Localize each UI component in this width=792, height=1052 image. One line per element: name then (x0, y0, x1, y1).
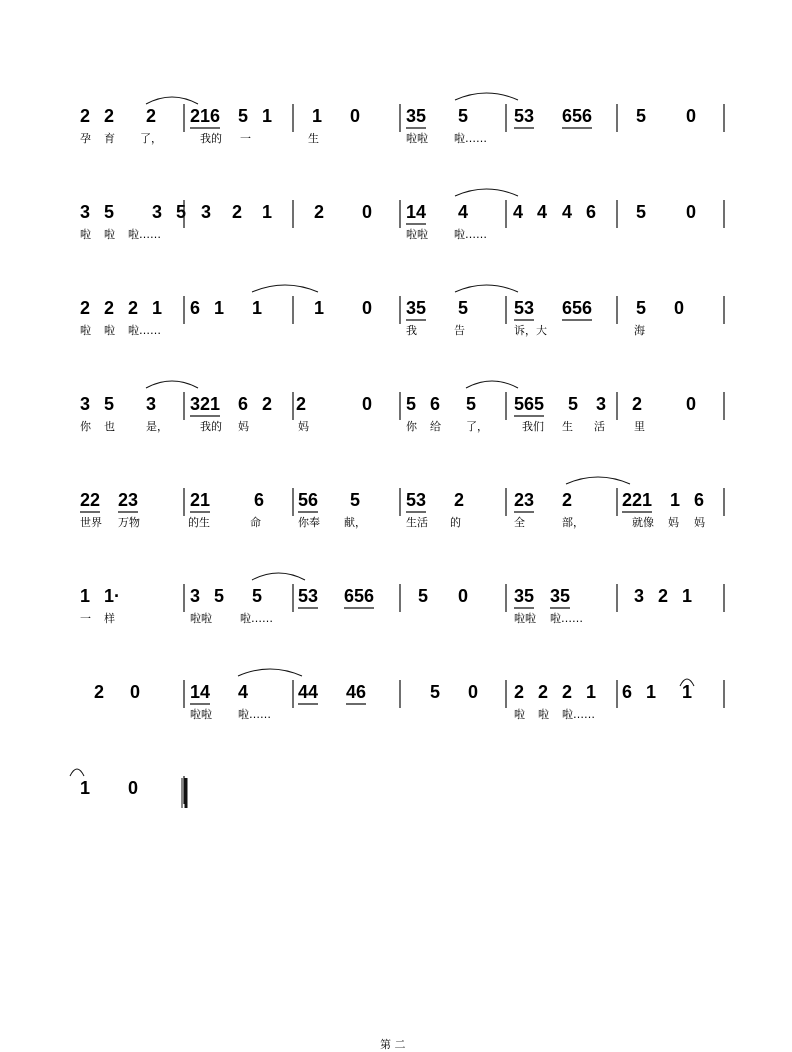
note: 6 (622, 682, 633, 702)
lyric: 世界 (80, 516, 102, 529)
note: 1 (214, 298, 225, 318)
note: 2 (80, 298, 91, 318)
note: 0 (130, 682, 141, 702)
lyric: 是， (146, 420, 168, 433)
note: 3 (146, 394, 157, 414)
note: 3 (152, 202, 163, 222)
lyric: 就像 (632, 516, 654, 529)
lyric: 妈 (298, 420, 309, 433)
note: 3 (80, 394, 91, 414)
lyric: 里 (634, 420, 645, 433)
lyric: 啦…… (454, 228, 487, 241)
note: 44 (298, 682, 319, 702)
lyric: 啦 (104, 324, 115, 337)
note: 1 (252, 298, 263, 318)
lyric: 你 (80, 420, 91, 433)
note: 2 (454, 490, 465, 510)
lyric: 啦啦 (406, 228, 428, 241)
note: 2 (514, 682, 525, 702)
lyric: 我的 (200, 420, 222, 433)
note: 5 (252, 586, 263, 606)
lyric: 啦啦 (406, 132, 428, 145)
note: 1 (586, 682, 597, 702)
note: 656 (562, 298, 593, 318)
note: 53 (514, 298, 535, 318)
note: 2 (538, 682, 549, 702)
lyric: 生活 (406, 516, 428, 529)
lyric: 育 (104, 132, 115, 145)
lyric: 啦…… (454, 132, 487, 145)
lyric: 献， (344, 516, 366, 529)
note: 22 (80, 490, 101, 510)
note: 5 (458, 106, 469, 126)
lyric: 的 (450, 516, 461, 529)
note: 5 (568, 394, 579, 414)
note: 1 (262, 202, 273, 222)
lyric: 啦啦 (190, 708, 212, 721)
note: 656 (344, 586, 375, 606)
lyric: 也 (104, 420, 115, 433)
lyric: 活 (594, 420, 605, 433)
note: 216 (190, 106, 221, 126)
note: 21 (190, 490, 211, 510)
note: 2 (80, 106, 91, 126)
note: 23 (118, 490, 139, 510)
slur (146, 381, 198, 388)
lyric: 的生 (188, 516, 210, 529)
note: 2 (314, 202, 325, 222)
note: 2 (562, 490, 573, 510)
note: 4 (238, 682, 249, 702)
note: 5 (636, 298, 647, 318)
note: 35 (406, 106, 427, 126)
lyric: 啦 (538, 708, 549, 721)
slur (146, 97, 198, 104)
lyric: 妈 (668, 516, 679, 529)
slur (566, 477, 630, 484)
note: 5 (458, 298, 469, 318)
note: 0 (362, 298, 373, 318)
note: 1 (314, 298, 325, 318)
note: 2 (562, 682, 573, 702)
note: 5 (406, 394, 417, 414)
note: 5 (350, 490, 361, 510)
note: 4 (513, 202, 524, 222)
note: 5 (176, 202, 187, 222)
note: 1 (670, 490, 681, 510)
note: 1 (646, 682, 657, 702)
note: 2 (104, 106, 115, 126)
note: 1 (80, 586, 91, 606)
note: 3 (596, 394, 607, 414)
note: 221 (622, 490, 653, 510)
note: 0 (686, 394, 697, 414)
lyric: 啦啦 (190, 612, 212, 625)
slur (70, 769, 84, 776)
lyric: 一 (240, 132, 251, 145)
lyric: 生 (308, 132, 319, 145)
note: 14 (190, 682, 211, 702)
note: 53 (406, 490, 427, 510)
note: 2 (632, 394, 643, 414)
lyric: 啦…… (562, 708, 595, 721)
note: 6 (238, 394, 249, 414)
note: 35 (406, 298, 427, 318)
note: 0 (674, 298, 685, 318)
lyric: 样 (104, 612, 115, 625)
lyric: 啦…… (128, 228, 161, 241)
note: 1 (262, 106, 273, 126)
lyric: 啦…… (238, 708, 271, 721)
note: 2 (658, 586, 669, 606)
slur (252, 573, 305, 580)
lyric: 了， (466, 420, 488, 433)
note: 1 (80, 778, 91, 798)
note: 2 (262, 394, 273, 414)
note: 656 (562, 106, 593, 126)
lyric: 诉，大 (514, 324, 547, 337)
note: 53 (298, 586, 319, 606)
note: 6 (254, 490, 265, 510)
lyric: 我 (406, 324, 417, 337)
note: 5 (104, 202, 115, 222)
note: 5 (214, 586, 225, 606)
lyric: 部， (562, 516, 584, 529)
slur (455, 93, 518, 100)
note: 0 (686, 106, 697, 126)
note: 0 (458, 586, 469, 606)
note: 1 (152, 298, 163, 318)
note: 6 (694, 490, 705, 510)
note: 53 (514, 106, 535, 126)
lyric: 啦 (514, 708, 525, 721)
note: 2 (296, 394, 307, 414)
note: 5 (636, 202, 647, 222)
note: 56 (298, 490, 319, 510)
note: 0 (362, 394, 373, 414)
note: 1 (682, 586, 693, 606)
note: 35 (550, 586, 571, 606)
lyric: 全 (514, 516, 525, 529)
note: 2 (104, 298, 115, 318)
lyric: 命 (250, 516, 261, 529)
lyric: 啦 (80, 324, 91, 337)
lyric: 啦 (104, 228, 115, 241)
lyric: 你 (406, 420, 417, 433)
note: 6 (190, 298, 201, 318)
note: 0 (468, 682, 479, 702)
slur (238, 669, 302, 676)
lyric: 我的 (200, 132, 222, 145)
page-footer: 第 二 (380, 1038, 406, 1051)
score-marks (70, 93, 724, 808)
note: 2 (232, 202, 243, 222)
note: 5 (636, 106, 647, 126)
note: 3 (634, 586, 645, 606)
lyric: 告 (454, 324, 465, 337)
note: 2 (146, 106, 157, 126)
lyric: 一 (80, 612, 91, 625)
note: 5 (104, 394, 115, 414)
note: 3 (201, 202, 212, 222)
note: 23 (514, 490, 535, 510)
slur (455, 189, 518, 196)
note: 1 (312, 106, 323, 126)
lyric: 你奉 (298, 516, 320, 529)
slur (252, 285, 318, 292)
note: 2 (128, 298, 139, 318)
lyric: 生 (562, 420, 573, 433)
lyric: 给 (430, 420, 441, 433)
note: 5 (238, 106, 249, 126)
note: 4 (458, 202, 469, 222)
note: 0 (128, 778, 139, 798)
slur (466, 381, 518, 388)
lyric: 了， (140, 132, 162, 145)
note: 6 (586, 202, 597, 222)
note: 1 (682, 682, 693, 702)
note: 14 (406, 202, 427, 222)
lyric: 啦…… (240, 612, 273, 625)
note: 2 (94, 682, 105, 702)
note: 0 (362, 202, 373, 222)
note: 5 (466, 394, 477, 414)
note: 1· (104, 586, 121, 606)
lyric: 啦啦 (514, 612, 536, 625)
lyric: 啦…… (550, 612, 583, 625)
note: 4 (562, 202, 573, 222)
note: 5 (418, 586, 429, 606)
lyric: 妈 (694, 516, 705, 529)
note: 3 (80, 202, 91, 222)
lyric: 妈 (238, 420, 249, 433)
note: 5 (430, 682, 441, 702)
slur (455, 285, 518, 292)
lyric: 我们 (522, 420, 544, 433)
lyric: 啦 (80, 228, 91, 241)
note: 0 (686, 202, 697, 222)
lyric: 万物 (118, 516, 140, 529)
lyric: 啦…… (128, 324, 161, 337)
note: 4 (537, 202, 548, 222)
note: 46 (346, 682, 367, 702)
note: 35 (514, 586, 535, 606)
lyric: 海 (634, 324, 645, 337)
note: 321 (190, 394, 221, 414)
note: 6 (430, 394, 441, 414)
note: 565 (514, 394, 545, 414)
lyric: 孕 (80, 132, 91, 145)
note: 3 (190, 586, 201, 606)
note: 0 (350, 106, 361, 126)
